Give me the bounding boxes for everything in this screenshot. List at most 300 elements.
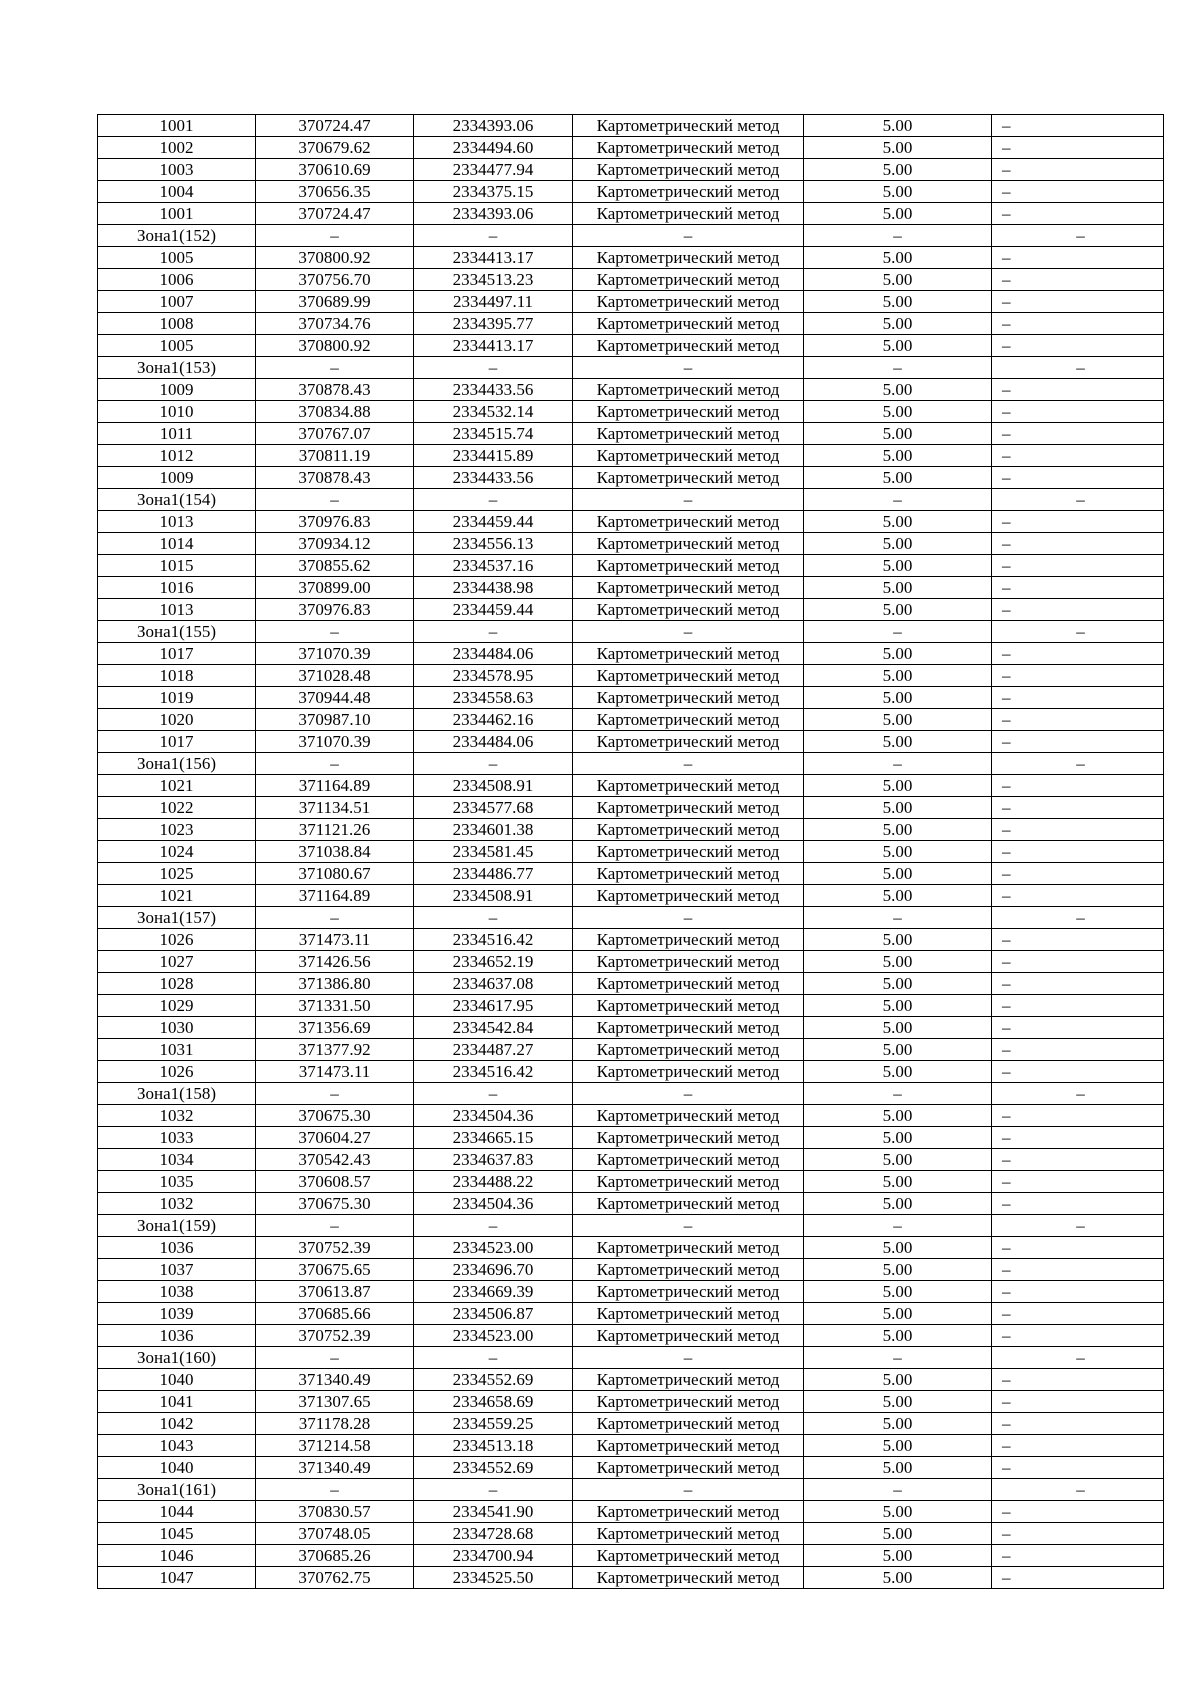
table-row	[98, 533, 1164, 555]
accuracy-cell: 5.00	[804, 709, 992, 731]
y-coordinate-cell: 2334504.36	[414, 1193, 573, 1215]
method-cell: Картометрический метод	[573, 137, 804, 159]
table-row	[98, 1171, 1164, 1193]
method-cell: Картометрический метод	[573, 1545, 804, 1567]
note-cell: –	[992, 533, 1164, 555]
point-number-cell: 1025	[98, 863, 256, 885]
y-coordinate-cell: 2334658.69	[414, 1391, 573, 1413]
x-coordinate-cell: 370811.19	[256, 445, 414, 467]
note-cell: –	[992, 401, 1164, 423]
table-row	[98, 709, 1164, 731]
point-number-cell: 1046	[98, 1545, 256, 1567]
point-number-cell: 1005	[98, 247, 256, 269]
y-coordinate-cell: 2334601.38	[414, 819, 573, 841]
table-row	[98, 599, 1164, 621]
note-cell: –	[992, 291, 1164, 313]
note-cell: –	[992, 1479, 1164, 1501]
note-cell: –	[992, 379, 1164, 401]
zone-label-cell: Зона1(160)	[98, 1347, 256, 1369]
y-coordinate-cell: 2334506.87	[414, 1303, 573, 1325]
x-coordinate-cell: –	[256, 1083, 414, 1105]
y-coordinate-cell: 2334487.27	[414, 1039, 573, 1061]
zone-label-cell: Зона1(152)	[98, 225, 256, 247]
zone-label-cell: Зона1(158)	[98, 1083, 256, 1105]
point-number-cell: 1009	[98, 379, 256, 401]
method-cell: Картометрический метод	[573, 973, 804, 995]
method-cell: Картометрический метод	[573, 203, 804, 225]
x-coordinate-cell: 370756.70	[256, 269, 414, 291]
accuracy-cell: 5.00	[804, 1193, 992, 1215]
accuracy-cell: 5.00	[804, 203, 992, 225]
point-number-cell: 1010	[98, 401, 256, 423]
note-cell: –	[992, 225, 1164, 247]
method-cell: Картометрический метод	[573, 863, 804, 885]
point-number-cell: 1016	[98, 577, 256, 599]
point-number-cell: 1020	[98, 709, 256, 731]
x-coordinate-cell: 371134.51	[256, 797, 414, 819]
y-coordinate-cell: 2334413.17	[414, 335, 573, 357]
y-coordinate-cell: –	[414, 621, 573, 643]
method-cell: –	[573, 1083, 804, 1105]
accuracy-cell: –	[804, 907, 992, 929]
method-cell: Картометрический метод	[573, 1281, 804, 1303]
method-cell: –	[573, 1479, 804, 1501]
x-coordinate-cell: 370834.88	[256, 401, 414, 423]
method-cell: Картометрический метод	[573, 181, 804, 203]
note-cell: –	[992, 423, 1164, 445]
y-coordinate-cell: 2334665.15	[414, 1127, 573, 1149]
y-coordinate-cell: 2334696.70	[414, 1259, 573, 1281]
note-cell: –	[992, 599, 1164, 621]
method-cell: Картометрический метод	[573, 159, 804, 181]
y-coordinate-cell: 2334508.91	[414, 885, 573, 907]
point-number-cell: 1017	[98, 731, 256, 753]
point-number-cell: 1013	[98, 511, 256, 533]
method-cell: Картометрический метод	[573, 1039, 804, 1061]
x-coordinate-cell: 371473.11	[256, 1061, 414, 1083]
accuracy-cell: –	[804, 489, 992, 511]
x-coordinate-cell: 371214.58	[256, 1435, 414, 1457]
table-row	[98, 1017, 1164, 1039]
accuracy-cell: 5.00	[804, 159, 992, 181]
accuracy-cell: 5.00	[804, 577, 992, 599]
table-row	[98, 291, 1164, 313]
method-cell: Картометрический метод	[573, 1413, 804, 1435]
accuracy-cell: 5.00	[804, 1259, 992, 1281]
accuracy-cell: 5.00	[804, 115, 992, 137]
x-coordinate-cell: 370762.75	[256, 1567, 414, 1589]
method-cell: Картометрический метод	[573, 269, 804, 291]
method-cell: –	[573, 489, 804, 511]
y-coordinate-cell: 2334516.42	[414, 929, 573, 951]
method-cell: Картометрический метод	[573, 643, 804, 665]
table-row	[98, 511, 1164, 533]
coordinates-table	[97, 114, 1164, 1589]
x-coordinate-cell: 370724.47	[256, 203, 414, 225]
note-cell: –	[992, 467, 1164, 489]
note-cell: –	[992, 1061, 1164, 1083]
method-cell: Картометрический метод	[573, 1523, 804, 1545]
point-number-cell: 1023	[98, 819, 256, 841]
x-coordinate-cell: 370752.39	[256, 1237, 414, 1259]
point-number-cell: 1011	[98, 423, 256, 445]
x-coordinate-cell: 370976.83	[256, 599, 414, 621]
accuracy-cell: –	[804, 1083, 992, 1105]
note-cell: –	[992, 1325, 1164, 1347]
x-coordinate-cell: 371178.28	[256, 1413, 414, 1435]
accuracy-cell: 5.00	[804, 643, 992, 665]
accuracy-cell: 5.00	[804, 1523, 992, 1545]
method-cell: Картометрический метод	[573, 379, 804, 401]
accuracy-cell: 5.00	[804, 1545, 992, 1567]
table-row	[98, 1105, 1164, 1127]
point-number-cell: 1004	[98, 181, 256, 203]
accuracy-cell: 5.00	[804, 1237, 992, 1259]
note-cell: –	[992, 247, 1164, 269]
method-cell: Картометрический метод	[573, 1127, 804, 1149]
y-coordinate-cell: 2334413.17	[414, 247, 573, 269]
note-cell: –	[992, 709, 1164, 731]
note-cell: –	[992, 863, 1164, 885]
note-cell: –	[992, 1501, 1164, 1523]
y-coordinate-cell: 2334532.14	[414, 401, 573, 423]
accuracy-cell: 5.00	[804, 1567, 992, 1589]
note-cell: –	[992, 489, 1164, 511]
table-row	[98, 401, 1164, 423]
zone-label-cell: Зона1(156)	[98, 753, 256, 775]
point-number-cell: 1036	[98, 1237, 256, 1259]
method-cell: Картометрический метод	[573, 1017, 804, 1039]
accuracy-cell: 5.00	[804, 1369, 992, 1391]
note-cell: –	[992, 929, 1164, 951]
note-cell: –	[992, 1017, 1164, 1039]
method-cell: –	[573, 907, 804, 929]
accuracy-cell: 5.00	[804, 687, 992, 709]
point-number-cell: 1007	[98, 291, 256, 313]
table-row	[98, 841, 1164, 863]
y-coordinate-cell: 2334552.69	[414, 1457, 573, 1479]
note-cell: –	[992, 1281, 1164, 1303]
method-cell: Картометрический метод	[573, 555, 804, 577]
method-cell: Картометрический метод	[573, 335, 804, 357]
accuracy-cell: 5.00	[804, 973, 992, 995]
method-cell: Картометрический метод	[573, 1501, 804, 1523]
table-row	[98, 335, 1164, 357]
method-cell: Картометрический метод	[573, 1105, 804, 1127]
note-cell: –	[992, 973, 1164, 995]
method-cell: Картометрический метод	[573, 885, 804, 907]
table-row	[98, 1149, 1164, 1171]
note-cell: –	[992, 995, 1164, 1017]
note-cell: –	[992, 1171, 1164, 1193]
note-cell: –	[992, 621, 1164, 643]
point-number-cell: 1009	[98, 467, 256, 489]
x-coordinate-cell: 370934.12	[256, 533, 414, 555]
accuracy-cell: 5.00	[804, 863, 992, 885]
accuracy-cell: 5.00	[804, 291, 992, 313]
y-coordinate-cell: –	[414, 753, 573, 775]
y-coordinate-cell: 2334728.68	[414, 1523, 573, 1545]
accuracy-cell: 5.00	[804, 555, 992, 577]
y-coordinate-cell: 2334637.83	[414, 1149, 573, 1171]
table-row	[98, 1413, 1164, 1435]
note-cell: –	[992, 159, 1164, 181]
table-row	[98, 1523, 1164, 1545]
y-coordinate-cell: –	[414, 357, 573, 379]
y-coordinate-cell: 2334433.56	[414, 379, 573, 401]
method-cell: Картометрический метод	[573, 467, 804, 489]
method-cell: Картометрический метод	[573, 115, 804, 137]
x-coordinate-cell: 370656.35	[256, 181, 414, 203]
table-row	[98, 1435, 1164, 1457]
y-coordinate-cell: 2334578.95	[414, 665, 573, 687]
note-cell: –	[992, 665, 1164, 687]
method-cell: Картометрический метод	[573, 1567, 804, 1589]
table-row	[98, 973, 1164, 995]
accuracy-cell: 5.00	[804, 1435, 992, 1457]
method-cell: Картометрический метод	[573, 665, 804, 687]
y-coordinate-cell: –	[414, 1083, 573, 1105]
table-row	[98, 1061, 1164, 1083]
method-cell: Картометрический метод	[573, 1369, 804, 1391]
point-number-cell: 1018	[98, 665, 256, 687]
point-number-cell: 1002	[98, 137, 256, 159]
table-row	[98, 203, 1164, 225]
x-coordinate-cell: 370679.62	[256, 137, 414, 159]
point-number-cell: 1033	[98, 1127, 256, 1149]
point-number-cell: 1041	[98, 1391, 256, 1413]
accuracy-cell: –	[804, 357, 992, 379]
table-row	[98, 885, 1164, 907]
method-cell: Картометрический метод	[573, 247, 804, 269]
point-number-cell: 1024	[98, 841, 256, 863]
zone-label-cell: Зона1(154)	[98, 489, 256, 511]
note-cell: –	[992, 335, 1164, 357]
table-row	[98, 1567, 1164, 1589]
zone-label-cell: Зона1(155)	[98, 621, 256, 643]
x-coordinate-cell: 370855.62	[256, 555, 414, 577]
y-coordinate-cell: 2334497.11	[414, 291, 573, 313]
method-cell: Картометрический метод	[573, 1171, 804, 1193]
zone-header-row	[98, 621, 1164, 643]
table-row	[98, 995, 1164, 1017]
method-cell: –	[573, 1215, 804, 1237]
accuracy-cell: 5.00	[804, 379, 992, 401]
y-coordinate-cell: 2334513.18	[414, 1435, 573, 1457]
note-cell: –	[992, 841, 1164, 863]
accuracy-cell: 5.00	[804, 423, 992, 445]
point-number-cell: 1047	[98, 1567, 256, 1589]
accuracy-cell: 5.00	[804, 1281, 992, 1303]
y-coordinate-cell: 2334375.15	[414, 181, 573, 203]
table-row	[98, 1391, 1164, 1413]
method-cell: Картометрический метод	[573, 709, 804, 731]
method-cell: –	[573, 1347, 804, 1369]
note-cell: –	[992, 1391, 1164, 1413]
y-coordinate-cell: 2334508.91	[414, 775, 573, 797]
table-row	[98, 1193, 1164, 1215]
y-coordinate-cell: 2334552.69	[414, 1369, 573, 1391]
accuracy-cell: 5.00	[804, 797, 992, 819]
method-cell: Картометрический метод	[573, 1391, 804, 1413]
accuracy-cell: 5.00	[804, 335, 992, 357]
accuracy-cell: 5.00	[804, 841, 992, 863]
accuracy-cell: 5.00	[804, 885, 992, 907]
point-number-cell: 1022	[98, 797, 256, 819]
x-coordinate-cell: 371307.65	[256, 1391, 414, 1413]
table-row	[98, 643, 1164, 665]
x-coordinate-cell: 370767.07	[256, 423, 414, 445]
x-coordinate-cell: 370542.43	[256, 1149, 414, 1171]
note-cell: –	[992, 1215, 1164, 1237]
point-number-cell: 1008	[98, 313, 256, 335]
x-coordinate-cell: 370878.43	[256, 467, 414, 489]
table-row	[98, 797, 1164, 819]
table-row	[98, 313, 1164, 335]
accuracy-cell: –	[804, 225, 992, 247]
x-coordinate-cell: 370724.47	[256, 115, 414, 137]
table-row	[98, 1303, 1164, 1325]
note-cell: –	[992, 885, 1164, 907]
note-cell: –	[992, 1149, 1164, 1171]
note-cell: –	[992, 1457, 1164, 1479]
x-coordinate-cell: 371080.67	[256, 863, 414, 885]
point-number-cell: 1017	[98, 643, 256, 665]
table-row	[98, 731, 1164, 753]
point-number-cell: 1037	[98, 1259, 256, 1281]
x-coordinate-cell: 370987.10	[256, 709, 414, 731]
note-cell: –	[992, 511, 1164, 533]
y-coordinate-cell: 2334537.16	[414, 555, 573, 577]
method-cell: Картометрический метод	[573, 797, 804, 819]
accuracy-cell: –	[804, 1347, 992, 1369]
table-row	[98, 929, 1164, 951]
table-row	[98, 951, 1164, 973]
note-cell: –	[992, 1039, 1164, 1061]
accuracy-cell: 5.00	[804, 1413, 992, 1435]
accuracy-cell: 5.00	[804, 995, 992, 1017]
point-number-cell: 1026	[98, 929, 256, 951]
note-cell: –	[992, 181, 1164, 203]
table-row	[98, 687, 1164, 709]
y-coordinate-cell: 2334393.06	[414, 203, 573, 225]
point-number-cell: 1030	[98, 1017, 256, 1039]
method-cell: Картометрический метод	[573, 599, 804, 621]
accuracy-cell: 5.00	[804, 1105, 992, 1127]
point-number-cell: 1035	[98, 1171, 256, 1193]
point-number-cell: 1039	[98, 1303, 256, 1325]
x-coordinate-cell: 370734.76	[256, 313, 414, 335]
x-coordinate-cell: –	[256, 489, 414, 511]
method-cell: Картометрический метод	[573, 1259, 804, 1281]
accuracy-cell: 5.00	[804, 1061, 992, 1083]
table-row	[98, 159, 1164, 181]
accuracy-cell: 5.00	[804, 775, 992, 797]
x-coordinate-cell: 370689.99	[256, 291, 414, 313]
x-coordinate-cell: 371426.56	[256, 951, 414, 973]
table-row	[98, 137, 1164, 159]
x-coordinate-cell: 371070.39	[256, 643, 414, 665]
zone-header-row	[98, 489, 1164, 511]
table-row	[98, 423, 1164, 445]
note-cell: –	[992, 1413, 1164, 1435]
table-row	[98, 115, 1164, 137]
method-cell: –	[573, 225, 804, 247]
accuracy-cell: –	[804, 753, 992, 775]
accuracy-cell: 5.00	[804, 247, 992, 269]
x-coordinate-cell: 371164.89	[256, 775, 414, 797]
zone-header-row	[98, 1083, 1164, 1105]
x-coordinate-cell: 370830.57	[256, 1501, 414, 1523]
method-cell: Картометрический метод	[573, 1193, 804, 1215]
y-coordinate-cell: 2334617.95	[414, 995, 573, 1017]
y-coordinate-cell: 2334577.68	[414, 797, 573, 819]
zone-header-row	[98, 1479, 1164, 1501]
y-coordinate-cell: 2334504.36	[414, 1105, 573, 1127]
x-coordinate-cell: 371121.26	[256, 819, 414, 841]
x-coordinate-cell: –	[256, 753, 414, 775]
x-coordinate-cell: 371386.80	[256, 973, 414, 995]
note-cell: –	[992, 1237, 1164, 1259]
point-number-cell: 1003	[98, 159, 256, 181]
accuracy-cell: 5.00	[804, 1127, 992, 1149]
x-coordinate-cell: –	[256, 1479, 414, 1501]
zone-label-cell: Зона1(153)	[98, 357, 256, 379]
y-coordinate-cell: 2334488.22	[414, 1171, 573, 1193]
zone-header-row	[98, 1347, 1164, 1369]
method-cell: Картометрический метод	[573, 1435, 804, 1457]
accuracy-cell: 5.00	[804, 1457, 992, 1479]
y-coordinate-cell: 2334415.89	[414, 445, 573, 467]
point-number-cell: 1019	[98, 687, 256, 709]
y-coordinate-cell: 2334669.39	[414, 1281, 573, 1303]
table-row	[98, 247, 1164, 269]
point-number-cell: 1001	[98, 115, 256, 137]
y-coordinate-cell: 2334395.77	[414, 313, 573, 335]
method-cell: Картометрический метод	[573, 401, 804, 423]
method-cell: Картометрический метод	[573, 1061, 804, 1083]
y-coordinate-cell: 2334484.06	[414, 643, 573, 665]
table-row	[98, 1325, 1164, 1347]
table-row	[98, 577, 1164, 599]
y-coordinate-cell: 2334541.90	[414, 1501, 573, 1523]
method-cell: Картометрический метод	[573, 533, 804, 555]
method-cell: Картометрический метод	[573, 731, 804, 753]
method-cell: Картометрический метод	[573, 577, 804, 599]
accuracy-cell: 5.00	[804, 511, 992, 533]
accuracy-cell: 5.00	[804, 1017, 992, 1039]
method-cell: Картометрический метод	[573, 995, 804, 1017]
accuracy-cell: 5.00	[804, 1501, 992, 1523]
note-cell: –	[992, 907, 1164, 929]
note-cell: –	[992, 577, 1164, 599]
note-cell: –	[992, 1193, 1164, 1215]
point-number-cell: 1036	[98, 1325, 256, 1347]
note-cell: –	[992, 1127, 1164, 1149]
y-coordinate-cell: 2334433.56	[414, 467, 573, 489]
zone-label-cell: Зона1(157)	[98, 907, 256, 929]
table-row	[98, 1127, 1164, 1149]
table-row	[98, 1457, 1164, 1479]
note-cell: –	[992, 819, 1164, 841]
point-number-cell: 1029	[98, 995, 256, 1017]
point-number-cell: 1044	[98, 1501, 256, 1523]
method-cell: Картометрический метод	[573, 687, 804, 709]
y-coordinate-cell: 2334558.63	[414, 687, 573, 709]
x-coordinate-cell: –	[256, 907, 414, 929]
method-cell: Картометрический метод	[573, 291, 804, 313]
method-cell: Картометрический метод	[573, 445, 804, 467]
